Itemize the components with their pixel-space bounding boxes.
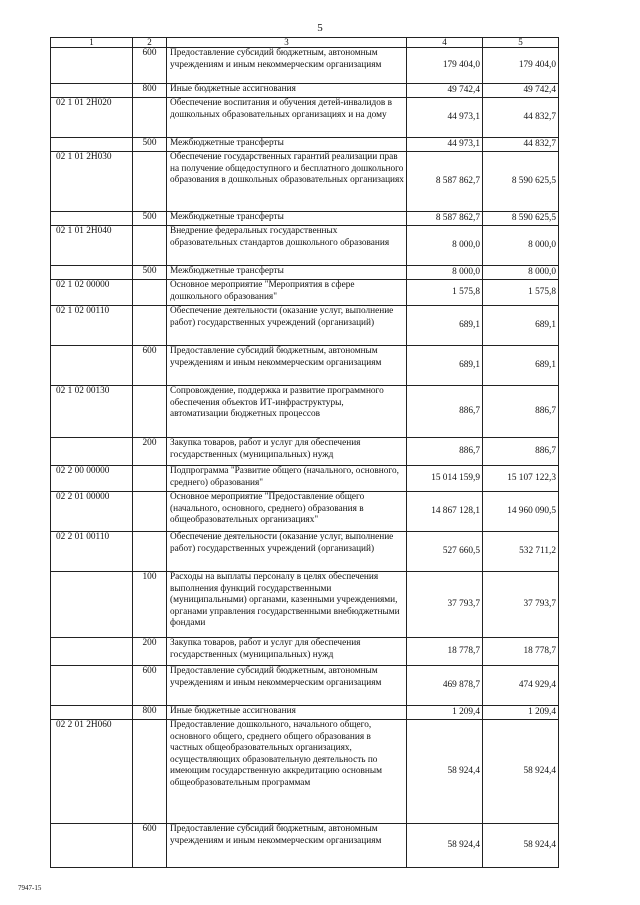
cell-item-name: Сопровождение, поддержка и развитие программного обеспечения объектов ИТ-инфраструктуры, автоматизации бюджетных процессов xyxy=(167,386,407,438)
table-row xyxy=(51,572,559,638)
cell-amount-year1: 469 878,7 xyxy=(407,666,483,706)
table-row xyxy=(51,386,559,438)
header-cell-code: 1 xyxy=(51,38,133,48)
cell-item-name: Предоставление субсидий бюджетным, автономным учреждениям и иным некоммерческим организациям xyxy=(167,666,407,706)
cell-amount-year2: 14 960 090,5 xyxy=(483,492,559,532)
cell-target-code: 02 2 00 00000 xyxy=(51,466,133,492)
cell-expense-type xyxy=(133,386,167,438)
cell-amount-year1: 8 000,0 xyxy=(407,226,483,266)
table-row xyxy=(51,84,559,98)
cell-amount-year1: 1 575,8 xyxy=(407,280,483,306)
cell-expense-type: 800 xyxy=(133,84,167,98)
cell-item-name: Межбюджетные трансферты xyxy=(167,138,407,152)
table-row xyxy=(51,280,559,306)
table-row xyxy=(51,306,559,346)
cell-item-name: Предоставление субсидий бюджетным, автономным учреждениям и иным некоммерческим организациям xyxy=(167,824,407,868)
cell-item-name: Обеспечение деятельности (оказание услуг, выполнение работ) государственных учреждений (организаций) xyxy=(167,532,407,572)
cell-item-name: Внедрение федеральных государственных образовательных стандартов дошкольного образования xyxy=(167,226,407,266)
header-cell-year2: 5 xyxy=(483,38,559,48)
cell-target-code xyxy=(51,638,133,666)
table-row xyxy=(51,466,559,492)
cell-expense-type: 600 xyxy=(133,666,167,706)
cell-amount-year1: 1 209,4 xyxy=(407,706,483,720)
cell-amount-year2: 49 742,4 xyxy=(483,84,559,98)
cell-target-code xyxy=(51,572,133,638)
cell-amount-year1: 8 587 862,7 xyxy=(407,152,483,212)
cell-target-code xyxy=(51,824,133,868)
header-cell-year1: 4 xyxy=(407,38,483,48)
cell-amount-year2: 8 000,0 xyxy=(483,226,559,266)
table-row xyxy=(51,666,559,706)
cell-amount-year1: 8 000,0 xyxy=(407,266,483,280)
cell-amount-year1: 179 404,0 xyxy=(407,48,483,84)
table-row xyxy=(51,266,559,280)
cell-item-name: Обеспечение деятельности (оказание услуг, выполнение работ) государственных учреждений (организаций) xyxy=(167,306,407,346)
cell-amount-year1: 527 660,5 xyxy=(407,532,483,572)
cell-expense-type xyxy=(133,492,167,532)
cell-amount-year2: 58 924,4 xyxy=(483,824,559,868)
cell-amount-year2: 886,7 xyxy=(483,438,559,466)
cell-item-name: Закупка товаров, работ и услуг для обеспечения государственных (муниципальных) нужд xyxy=(167,438,407,466)
cell-amount-year2: 18 778,7 xyxy=(483,638,559,666)
cell-item-name: Основное мероприятие "Мероприятия в сфере дошкольного образования" xyxy=(167,280,407,306)
table-row xyxy=(51,532,559,572)
table-row xyxy=(51,212,559,226)
table-row xyxy=(51,706,559,720)
table-row xyxy=(51,48,559,84)
cell-expense-type xyxy=(133,98,167,138)
cell-expense-type xyxy=(133,532,167,572)
table-row xyxy=(51,226,559,266)
cell-amount-year1: 8 587 862,7 xyxy=(407,212,483,226)
cell-amount-year2: 44 832,7 xyxy=(483,98,559,138)
header-cell-vr: 2 xyxy=(133,38,167,48)
cell-item-name: Предоставление субсидий бюджетным, автономным учреждениям и иным некоммерческим организациям xyxy=(167,346,407,386)
cell-amount-year1: 15 014 159,9 xyxy=(407,466,483,492)
cell-amount-year2: 58 924,4 xyxy=(483,720,559,824)
cell-target-code: 02 2 01 00110 xyxy=(51,532,133,572)
cell-amount-year2: 532 711,2 xyxy=(483,532,559,572)
table-row xyxy=(51,638,559,666)
cell-item-name: Расходы на выплаты персоналу в целях обеспечения выполнения функций государственными (муниципальными) органами, казенными учреждениями, органами управления государственными внебюджетными фондами xyxy=(167,572,407,638)
table-row xyxy=(51,98,559,138)
cell-expense-type: 500 xyxy=(133,266,167,280)
cell-item-name: Обеспечение воспитания и обучения детей-инвалидов в дошкольных образовательных организациях и на дому xyxy=(167,98,407,138)
cell-amount-year1: 886,7 xyxy=(407,438,483,466)
cell-target-code: 02 1 01 2Н020 xyxy=(51,98,133,138)
cell-target-code xyxy=(51,438,133,466)
cell-expense-type: 100 xyxy=(133,572,167,638)
cell-amount-year2: 15 107 122,3 xyxy=(483,466,559,492)
cell-target-code: 02 1 02 00110 xyxy=(51,306,133,346)
cell-expense-type xyxy=(133,280,167,306)
cell-expense-type: 600 xyxy=(133,824,167,868)
cell-amount-year1: 58 924,4 xyxy=(407,720,483,824)
cell-target-code: 02 1 02 00000 xyxy=(51,280,133,306)
cell-amount-year1: 18 778,7 xyxy=(407,638,483,666)
table-row xyxy=(51,720,559,824)
cell-target-code xyxy=(51,666,133,706)
cell-amount-year1: 689,1 xyxy=(407,306,483,346)
cell-amount-year2: 44 832,7 xyxy=(483,138,559,152)
cell-amount-year2: 37 793,7 xyxy=(483,572,559,638)
cell-target-code xyxy=(51,706,133,720)
cell-item-name: Межбюджетные трансферты xyxy=(167,212,407,226)
cell-expense-type xyxy=(133,226,167,266)
cell-target-code: 02 1 02 00130 xyxy=(51,386,133,438)
cell-target-code xyxy=(51,48,133,84)
cell-target-code: 02 2 01 00000 xyxy=(51,492,133,532)
cell-expense-type: 200 xyxy=(133,438,167,466)
cell-expense-type xyxy=(133,720,167,824)
cell-amount-year1: 14 867 128,1 xyxy=(407,492,483,532)
table-row xyxy=(51,492,559,532)
cell-amount-year2: 8 590 625,5 xyxy=(483,212,559,226)
table-row xyxy=(51,152,559,212)
cell-amount-year1: 49 742,4 xyxy=(407,84,483,98)
cell-target-code: 02 2 01 2Н060 xyxy=(51,720,133,824)
cell-expense-type: 600 xyxy=(133,48,167,84)
cell-amount-year2: 1 575,8 xyxy=(483,280,559,306)
cell-expense-type: 800 xyxy=(133,706,167,720)
cell-amount-year1: 37 793,7 xyxy=(407,572,483,638)
cell-expense-type: 500 xyxy=(133,138,167,152)
cell-expense-type xyxy=(133,152,167,212)
cell-item-name: Закупка товаров, работ и услуг для обеспечения государственных (муниципальных) нужд xyxy=(167,638,407,666)
cell-item-name: Межбюджетные трансферты xyxy=(167,266,407,280)
cell-target-code xyxy=(51,84,133,98)
cell-amount-year2: 474 929,4 xyxy=(483,666,559,706)
cell-item-name: Иные бюджетные ассигнования xyxy=(167,84,407,98)
table-row xyxy=(51,138,559,152)
cell-item-name: Предоставление дошкольного, начального общего, основного общего, среднего общего образования в частных общеобразовательных организациях, осуществляющих образовательную деятельность по имеющим государственную аккредитацию основным общеобразовательным программам xyxy=(167,720,407,824)
cell-target-code: 02 1 01 2Н030 xyxy=(51,152,133,212)
cell-target-code: 02 1 01 2Н040 xyxy=(51,226,133,266)
cell-item-name: Подпрограмма "Развитие общего (начального, основного, среднего) образования" xyxy=(167,466,407,492)
cell-amount-year1: 58 924,4 xyxy=(407,824,483,868)
cell-amount-year2: 8 590 625,5 xyxy=(483,152,559,212)
cell-item-name: Предоставление субсидий бюджетным, автономным учреждениям и иным некоммерческим организациям xyxy=(167,48,407,84)
cell-amount-year2: 179 404,0 xyxy=(483,48,559,84)
cell-amount-year2: 1 209,4 xyxy=(483,706,559,720)
header-cell-name: 3 xyxy=(167,38,407,48)
page-number: 5 xyxy=(317,22,323,34)
cell-item-name: Основное мероприятие "Предоставление общего (начального, основного, среднего) образования в общеобразовательных организациях" xyxy=(167,492,407,532)
table-row xyxy=(51,346,559,386)
cell-amount-year1: 886,7 xyxy=(407,386,483,438)
cell-expense-type xyxy=(133,466,167,492)
footer-code: 7947-15 xyxy=(18,884,42,892)
cell-amount-year1: 689,1 xyxy=(407,346,483,386)
cell-amount-year2: 8 000,0 xyxy=(483,266,559,280)
cell-amount-year1: 44 973,1 xyxy=(407,98,483,138)
cell-amount-year2: 689,1 xyxy=(483,346,559,386)
cell-expense-type: 600 xyxy=(133,346,167,386)
cell-item-name: Обеспечение государственных гарантий реализации прав на получение общедоступного и бесплатного дошкольного образования в дошкольных образовательных организациях xyxy=(167,152,407,212)
cell-item-name: Иные бюджетные ассигнования xyxy=(167,706,407,720)
cell-target-code xyxy=(51,212,133,226)
cell-amount-year1: 44 973,1 xyxy=(407,138,483,152)
cell-target-code xyxy=(51,266,133,280)
cell-target-code xyxy=(51,138,133,152)
cell-expense-type: 500 xyxy=(133,212,167,226)
cell-target-code xyxy=(51,346,133,386)
cell-amount-year2: 689,1 xyxy=(483,306,559,346)
cell-expense-type: 200 xyxy=(133,638,167,666)
table-row xyxy=(51,824,559,868)
budget-table xyxy=(50,37,559,868)
header-row xyxy=(51,38,559,48)
cell-amount-year2: 886,7 xyxy=(483,386,559,438)
table-row xyxy=(51,438,559,466)
cell-expense-type xyxy=(133,306,167,346)
